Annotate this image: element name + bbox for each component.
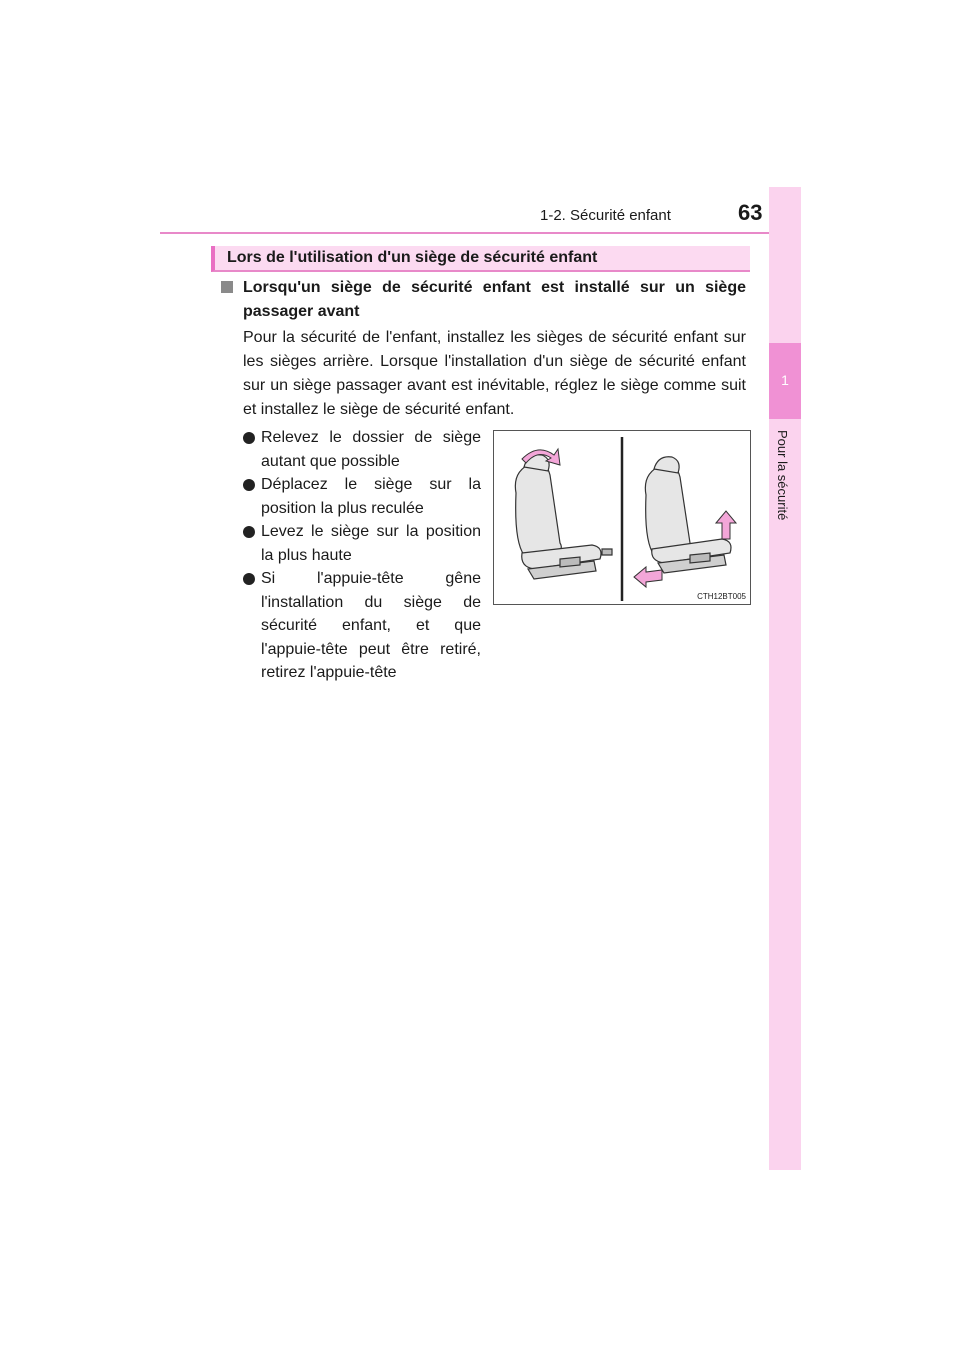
list-item [243,520,481,567]
side-tab [769,187,801,1170]
raise-arrow-icon [716,511,736,539]
bullet-icon [243,573,255,585]
list-item [243,473,481,520]
bullet-icon [243,432,255,444]
section-title: Lors de l'utilisation d'un siège de sécurité enfant [227,249,598,266]
list-item [243,426,481,473]
square-bullet-icon [221,281,233,293]
instruction-list [243,426,481,685]
bullet-icon [243,526,255,538]
list-item [243,567,481,685]
list-item-text: Levez le siège sur la position la plus haute [261,523,481,564]
page-number: 63 [738,200,763,225]
intro-paragraph: Pour la sécurité de l'enfant, installez les sièges de sécurité enfant sur les sièges arrière. Lorsque l'installation d'un siège de sécurité enfant sur un siège passager avant est inévitable, réglez le siège comme suit et installez le siège de sécurité enfant. [243,329,746,418]
figure-code: CTH12BT005 [697,592,746,601]
side-tab-number: 1 [781,372,789,388]
move-back-arrow-icon [634,567,662,587]
header-rule [160,232,800,234]
list-item-text: Si l'appuie-tête gêne l'installation du siège de sécurité enfant, et que l'appuie-tête peut être retiré, retirez l'appuie-tête [261,570,481,681]
list-item-text: Relevez le dossier de siège autant que possible [261,429,481,470]
section-path: 1-2. Sécurité enfant [540,207,671,224]
list-item-text: Déplacez le siège sur la position la plus reculée [261,476,481,517]
seat-illustration [494,431,750,604]
section-header [211,246,750,272]
bullet-icon [243,479,255,491]
seat-icon-right [645,457,731,573]
seat-icon-left [515,455,612,579]
sub-heading: Lorsqu'un siège de sécurité enfant est installé sur un siège passager avant [243,279,746,320]
seat-adjustment-figure [493,430,751,605]
side-tab-label: Pour la sécurité [775,430,790,521]
